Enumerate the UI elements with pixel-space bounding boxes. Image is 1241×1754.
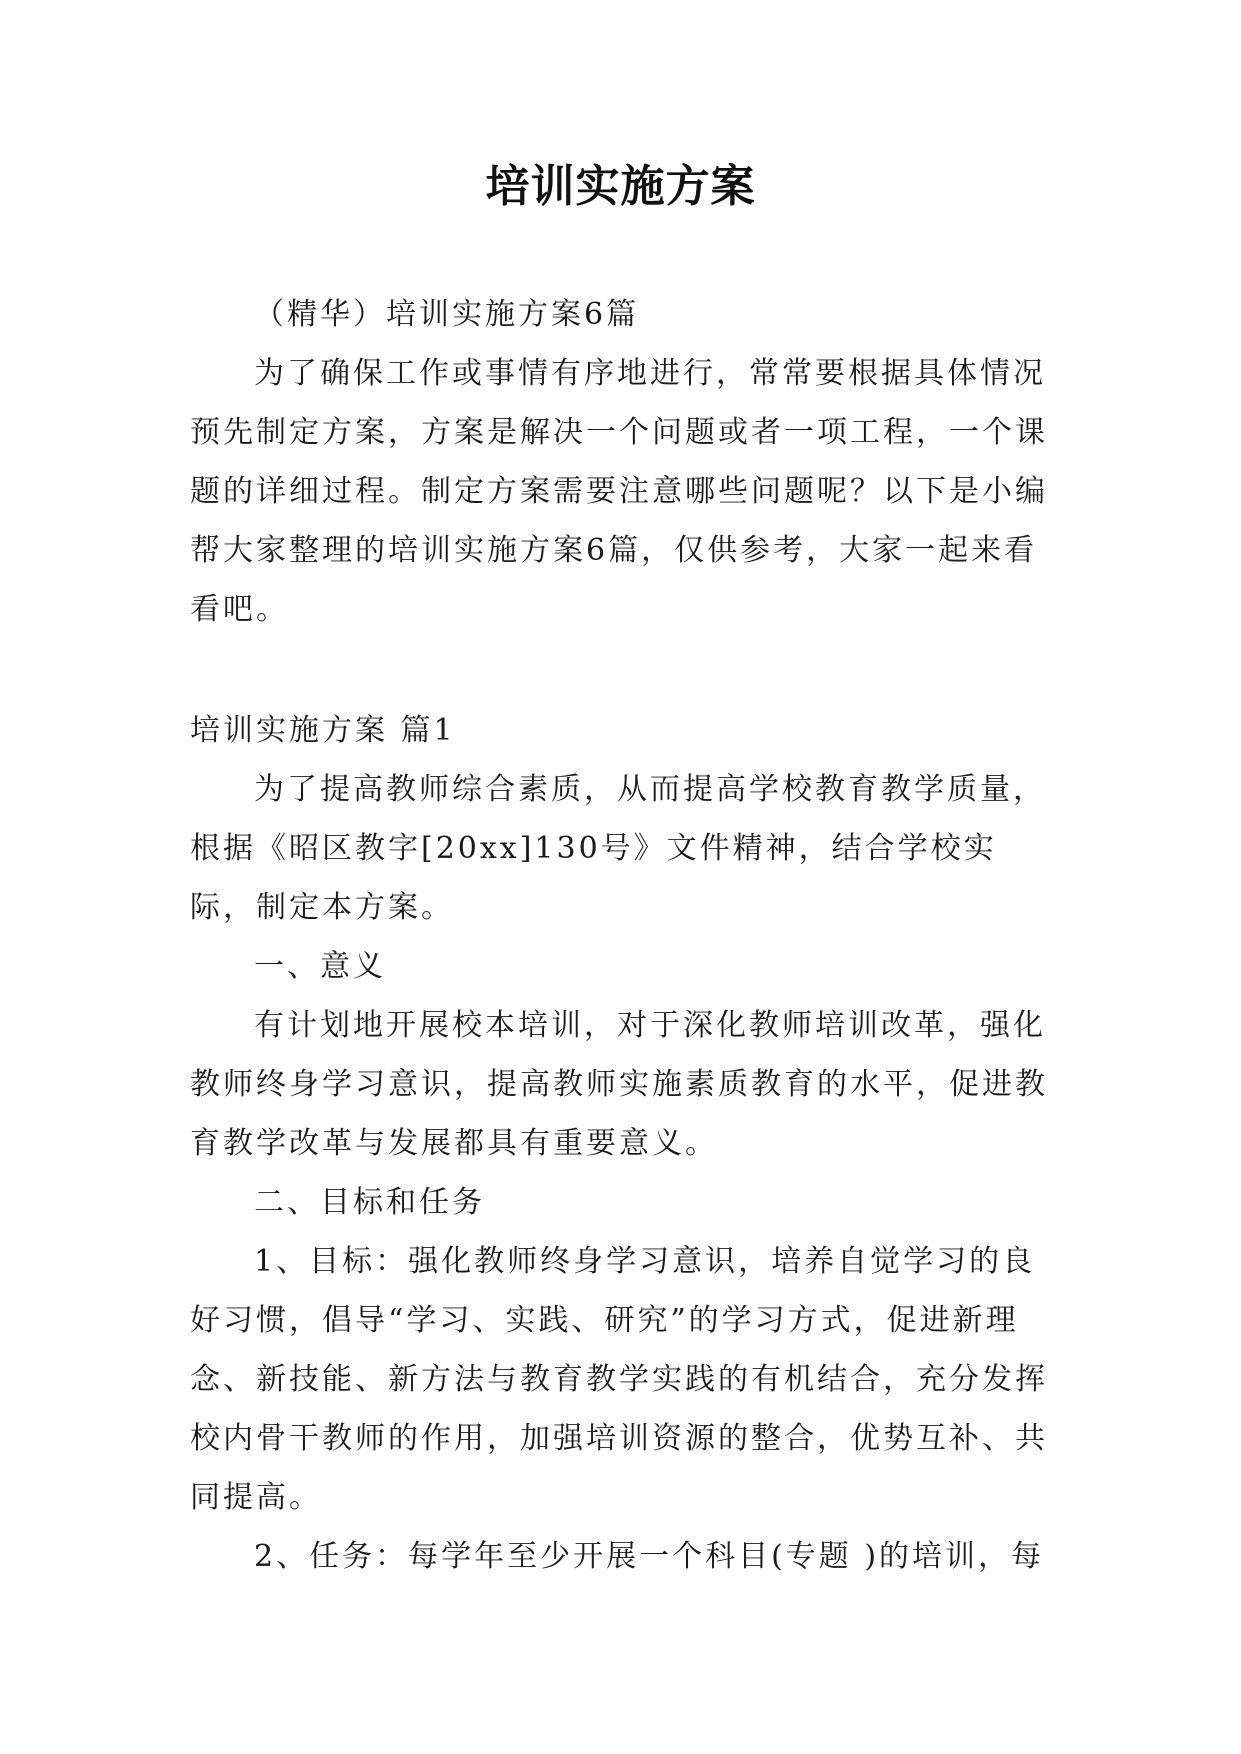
section-heading: 培训实施方案 篇1 [190, 713, 456, 748]
document-body [190, 285, 1050, 1586]
body-paragraph: 1、目标：强化教师终身学习意识，培养自觉学习的良好习惯，倡导“学习、实践、研究”的学习方式，促进新理念、新技能、新方法与教育教学实践的有机结合，充分发挥校内骨干教师的作用，加强培训资源的整合，优势互补、共同提高。 [190, 1244, 1048, 1515]
body-paragraph: （精华）培训实施方案6篇 [254, 297, 640, 332]
body-paragraph: 2、任务：每学年至少开展一个科目(专题 )的培训，每 [254, 1539, 1045, 1574]
body-paragraph: 一、意义 [254, 949, 386, 984]
document-title: 培训实施方案 [485, 161, 756, 212]
section-spacer [190, 639, 1050, 701]
body-paragraph: 有计划地开展校本培训，对于深化教师培训改革，强化教师终身学习意识，提高教师实施素质教育的水平，促进教育教学改革与发展都具有重要意义。 [190, 1008, 1048, 1161]
body-paragraph: 为了提高教师综合素质，从而提高学校教育教学质量，根据《昭区教字[20xx]130号》文件精神，结合学校实际，制定本方案。 [190, 772, 1046, 925]
body-paragraph: 二、目标和任务 [254, 1185, 485, 1220]
body-paragraph: 为了确保工作或事情有序地进行，常常要根据具体情况预先制定方案，方案是解决一个问题或者一项工程，一个课题的详细过程。制定方案需要注意哪些问题呢？以下是小编帮大家整理的培训实施方案6篇，仅供参考，大家一起来看看吧。 [190, 356, 1048, 627]
